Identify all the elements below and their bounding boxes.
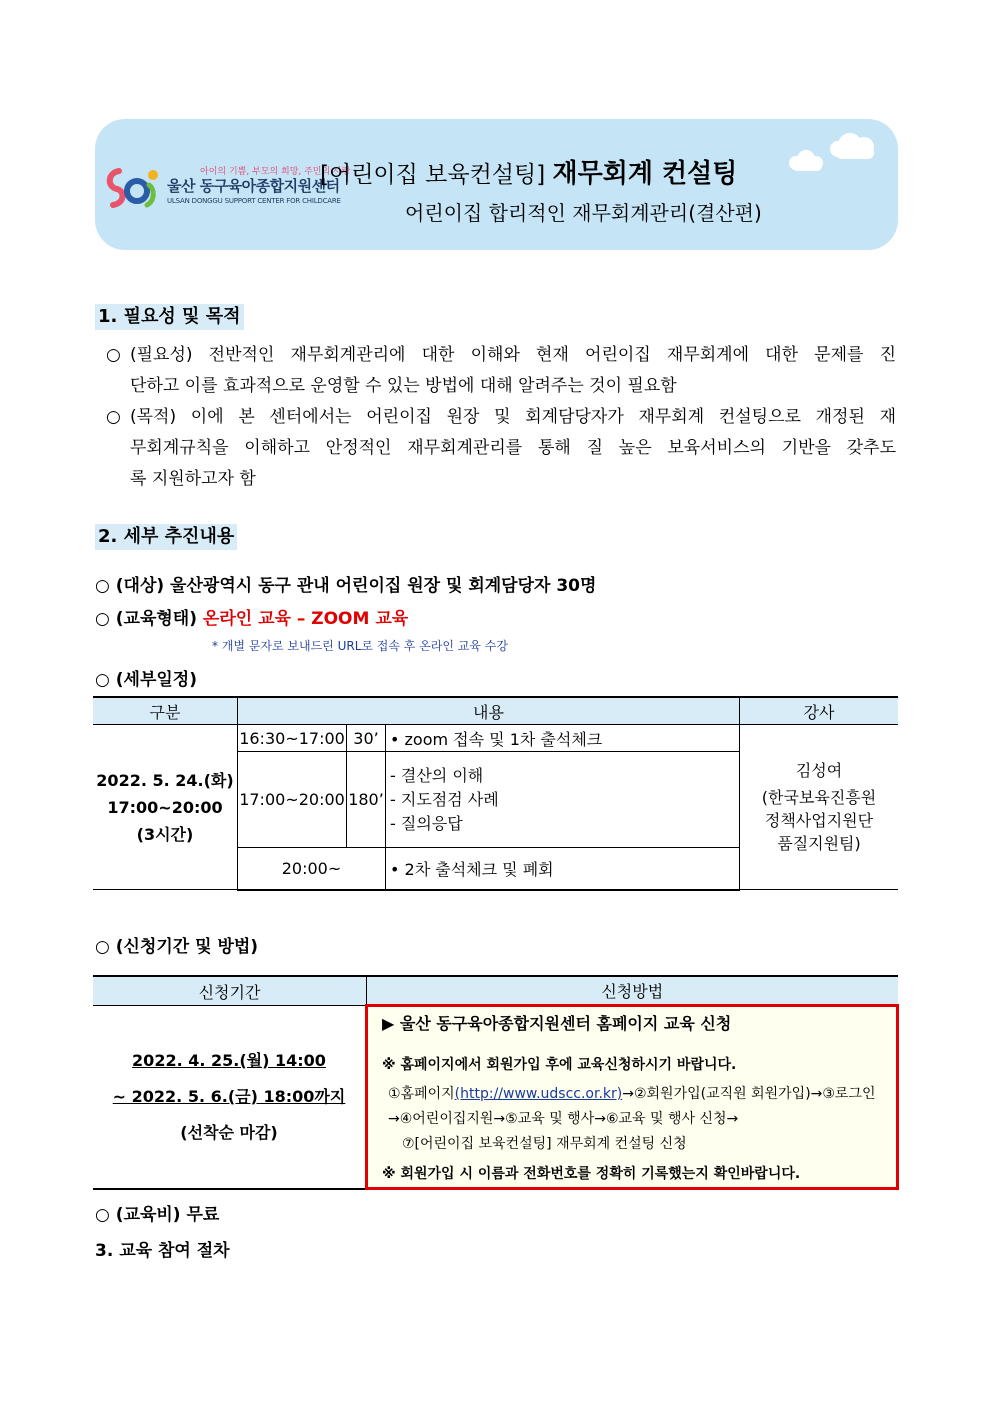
title-main: 재무회계 컨설팅 [552,159,738,189]
logo-tagline: 아이의 기쁨, 부모의 희망, 주민의 사랑 [200,167,351,177]
purpose-line-1: (목적) 이에 본 센터에서는 어린이집 원장 및 회계담당자가 재무회계 컨설팅으로 개정된 재 [130,407,896,427]
format-value: 온라인 교육 – ZOOM 교육 [202,609,409,629]
homepage-link[interactable]: (http://www.udscc.or.kr) [454,1086,623,1102]
fee-line: ○ (교육비) 무료 [95,1205,220,1225]
purpose-line-3: 록 지원하고자 함 [130,469,256,489]
schedule-date-cell: 2022. 5. 24.(화) 17:00~20:00 (3시간) [93,725,238,890]
need-line-2: 단하고 이를 효과적으로 운영할 수 있는 방법에 대해 알려주는 것이 필요함 [130,376,677,396]
format-line: ○ (교육형태) 온라인 교육 – ZOOM 교육 [95,609,409,629]
section-1-body: ○ (필요성) 전반적인 재무회계관리에 대한 이해와 현재 어린이집 재무회계에 대한 문제를 진 단하고 이를 효과적으로 운영할 수 있는 방법에 대해 알려주는 것이 필요함 ○ (목적) 이에 본 센터에서는 어린이집 원장 및 회계담당자가 재무회계 컨설팅으로 개정된 재 무회계규칙을 이해하고 안정적인 재무회계관리를 통해 질 높은 보육서비스의 기반을 갖추도 록 지원하고자 함 [106,340,896,495]
logo-english-name: ULSAN DONGGU SUPPORT CENTER FOR CHILDCARE [167,197,341,205]
need-line-1: (필요성) 전반적인 재무회계관리에 대한 이해와 현재 어린이집 재무회계에 대한 문제를 진 [130,345,896,365]
col-period: 신청기간 [93,976,367,1006]
application-label: ○ (신청기간 및 방법) [95,937,259,957]
table-row: 16:30~17:00 [238,725,347,752]
instructor-cell: 김성여 (한국보육진흥원 정책사업지원단 품질지원팀) [740,725,899,890]
center-logo-icon [105,161,159,211]
col-category: 구분 [93,697,238,725]
online-note: * 개별 문자로 보내드린 URL로 접속 후 온라인 교육 수강 [212,639,508,653]
title-prefix: [어린이집 보육컨설팅] [320,162,553,188]
table-row: 17:00~20:00 [238,752,347,848]
section-2-title: 2. 세부 추진내용 [95,524,237,550]
section-3-title: 3. 교육 참여 절차 [95,1241,230,1261]
logo-name: 울산 동구육아종합지원센터 [167,177,340,195]
col-instructor: 강사 [740,697,899,725]
purpose-line-2: 무회계규칙을 이해하고 안정적인 재무회계관리를 통해 질 높은 보육서비스의 기반을 갖추도 [130,438,896,458]
application-table [93,975,899,1190]
section-1-title: 1. 필요성 및 목적 [95,304,244,330]
application-method-box: ▶ 울산 동구육아종합지원센터 홈페이지 교육 신청 ※ 홈페이지에서 회원가입 후에 교육신청하시기 바랍니다. ①홈페이지(http://www.udscc.or.kr)→②회원가입(교직원 회원가입)→③로그인 →④어린이집지원→⑤교육 및 행사→⑥교육 및 행사 신청→ ⑦[어린이집 보육컨설팅] 재무회계 컨설팅 신청 ※ 회원가입 시 이름과 전화번호를 정확히 기록했는지 확인바랍니다. [367,1006,898,1189]
page-subtitle: 어린이집 합리적인 재무회계관리(결산편) [405,201,762,225]
schedule-label: ○ (세부일정) [95,670,197,690]
schedule-table: 구분 내용 강사 2022. 5. 24.(화) 17:00~20:00 (3시간) 16:30~17:00 30’ • zoom 접속 및 1차 출석체크 김성여 (한국보육진흥원 정책사업지원단 품질지원팀) 17:00~20:00 180’ - 결산의 이해 - 지도점검 사례 - 질의응답 20:00~ • 2차 출석체크 및 폐회 [93,696,898,891]
col-method: 신청방법 [367,976,898,1006]
header-banner [95,119,898,250]
page-title [320,153,737,190]
col-content: 내용 [238,697,740,725]
target-line: ○ (대상) 울산광역시 동구 관내 어린이집 원장 및 회계담당자 30명 [95,576,597,596]
cloud-icon [780,127,880,177]
table-row: 20:00~ [238,848,386,890]
application-period-cell: 2022. 4. 25.(월) 14:00 ~ 2022. 5. 6.(금) 18:00까지 (선착순 마감) [93,1006,367,1189]
